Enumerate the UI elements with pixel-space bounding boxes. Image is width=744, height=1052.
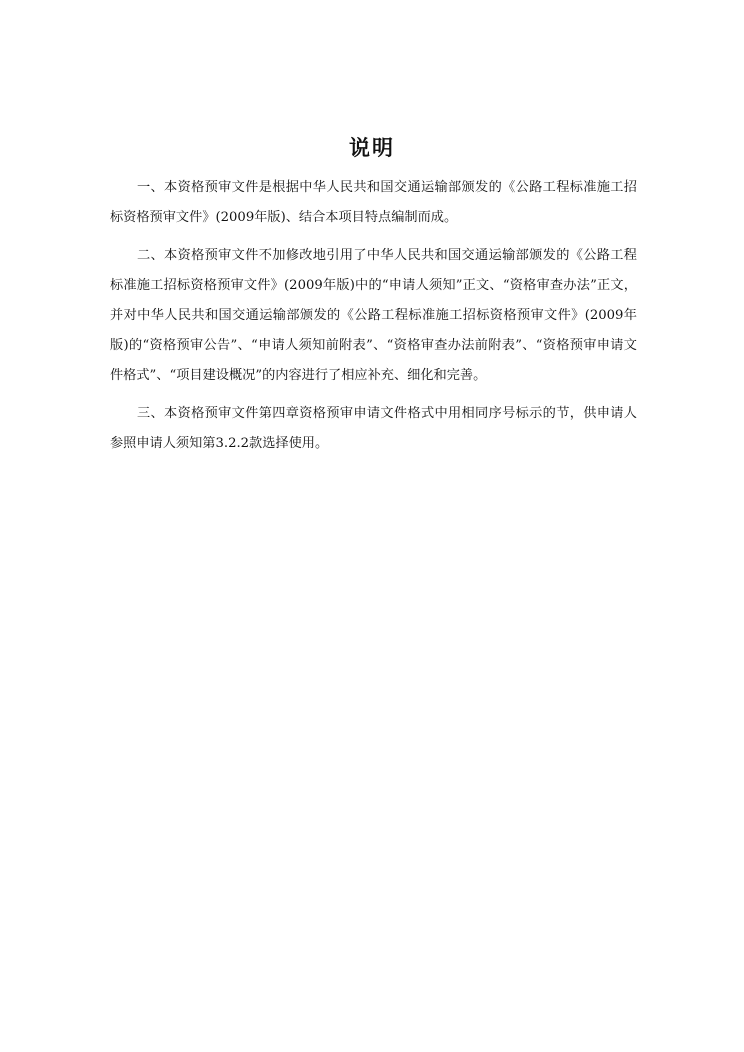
paragraph-3: 三、本资格预审文件第四章资格预审申请文件格式中用相同序号标示的节，供申请人参照申请人须知第3.2.2款选择使用。	[110, 406, 637, 451]
document-body	[110, 173, 637, 467]
paragraph-1: 一、本资格预审文件是根据中华人民共和国交通运输部颁发的《公路工程标准施工招标资格预审文件》(2009年版)、结合本项目特点编制而成。	[110, 180, 637, 225]
paragraph-2: 二、本资格预审文件不加修改地引用了中华人民共和国交通运输部颁发的《公路工程标准施工招标资格预审文件》(2009年版)中的“申请人须知”正文、“资格审查办法”正文，并对中华人民共和国交通运输部颁发的《公路工程标准施工招标资格预审文件》(2009年版)的“资格预审公告”、“申请人须知前附表”、“资格审查办法前附表”、“资格预审申请文件格式”、“项目建设概况”的内容进行了相应补充、细化和完善。	[110, 248, 637, 383]
page-title: 说明	[349, 136, 395, 160]
